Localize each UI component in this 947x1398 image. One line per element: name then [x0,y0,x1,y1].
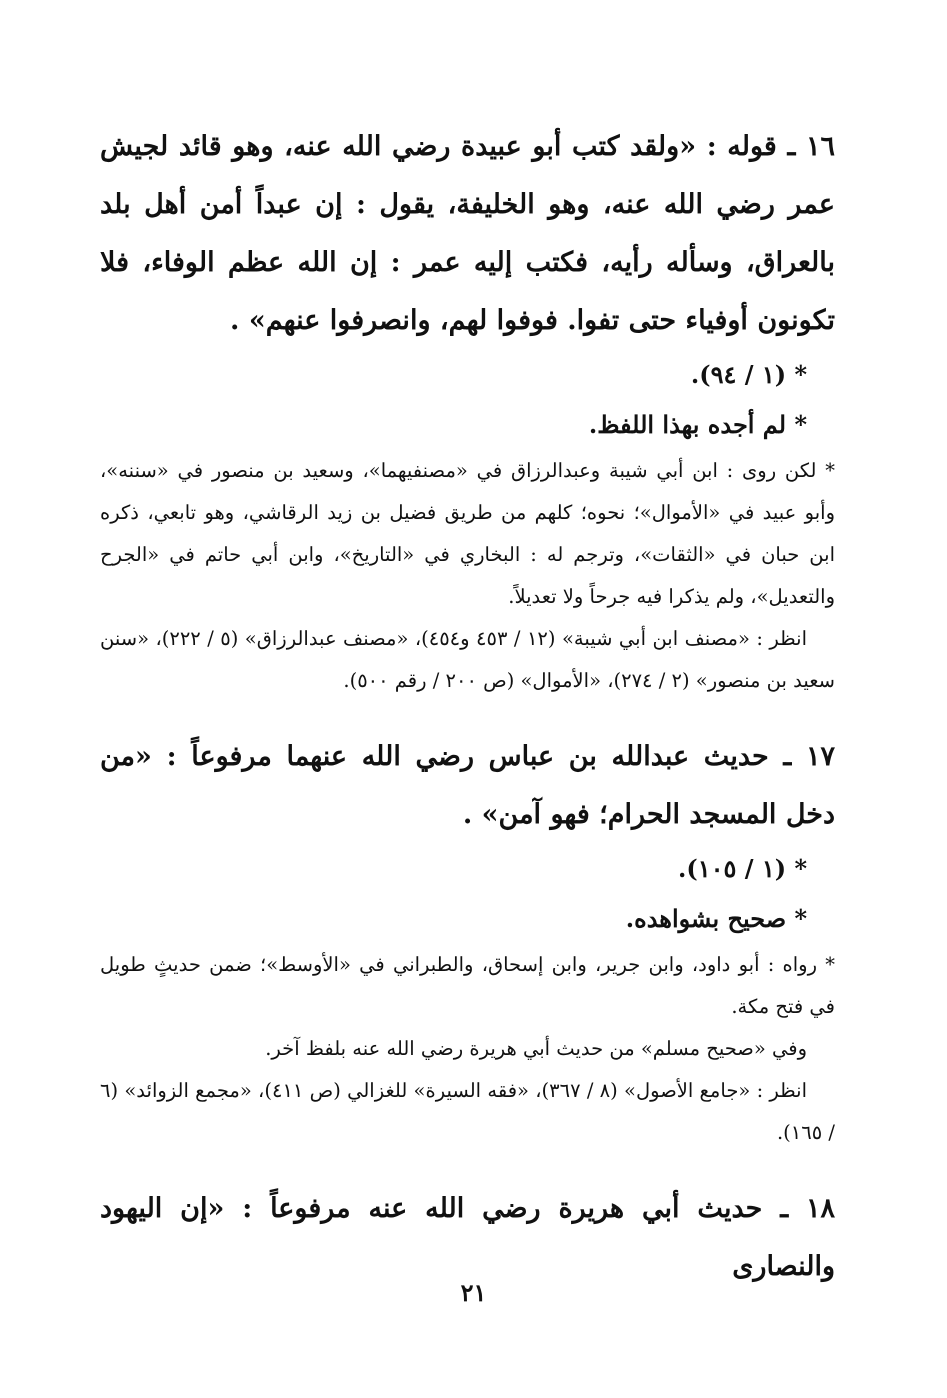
volume-page-reference: * (١ / ٩٤). [690,360,807,389]
page-number: ٢١ [460,1278,487,1307]
sources-list: انظر : «جامع الأصول» (٨ / ٣٦٧)، «فقه السيرة» للغزالي (ص ٤١١)، «مجمع الزوائد» (٦ / ١٦٥). [100,1079,835,1144]
book-page [100,118,835,1322]
grading-verdict: * صحيح بشواهده. [625,904,807,933]
grading-verdict: * لم أجده بهذا اللفظ. [588,410,807,439]
takhrij-note: * رواه : أبو داود، وابن جرير، وابن إسحاق، والطبراني في «الأوسط»؛ ضمن حديثٍ طويل في فتح مكة. [100,953,835,1018]
takhrij-note: * لكن روى : ابن أبي شيبة وعبدالرزاق في «مصنفيهما»، وسعيد بن منصور في «سننه»، وأبو عبيد في «الأموال»؛ نحوه؛ كلهم من طريق فضيل بن زيد الرقاشي، وهو تابعي، ذكره ابن حبان في «الثقات»، وترجم له : البخاري في «التاريخ»، وابن أبي حاتم في «الجرح والتعديل»، ولم يذكرا فيه جرحاً ولا تعديلاً. [100,459,835,608]
entry-heading: ١٧ ـ حديث عبدالله بن عباس رضي الله عنهما مرفوعاً : «من دخل المسجد الحرام؛ فهو آمن» . [100,741,835,830]
takhrij-note-additional: وفي «صحيح مسلم» من حديث أبي هريرة رضي الله عنه بلفظ آخر. [265,1037,807,1060]
entry-17 [100,728,835,1154]
entry-heading: ١٦ ـ قوله : «ولقد كتب أبو عبيدة رضي الله عنه، وهو قائد لجيش عمر رضي الله عنه، وهو الخليفة، يقول : إن عبداً أمن أهل بلد بالعراق، وسأله رأيه، فكتب إليه عمر : إن الله عظم الوفاء، فلا تكونون أوفياء حتى تفوا. فوفوا لهم، وانصرفوا عنهم» . [100,131,835,336]
volume-page-reference: * (١ / ١٠٥). [677,854,807,883]
sources-list: انظر : «مصنف ابن أبي شيبة» (١٢ / ٤٥٣ و٤٥٤)، «مصنف عبدالرزاق» (٥ / ٢٢٢)، «سنن سعيد بن منصور» (٢ / ٢٧٤)، «الأموال» (ص ٢٠٠ / رقم ٥٠٠). [100,627,835,692]
entry-16 [100,118,835,702]
entry-heading: ١٨ ـ حديث أبي هريرة رضي الله عنه مرفوعاً : «إن اليهود والنصارى [100,1193,835,1282]
